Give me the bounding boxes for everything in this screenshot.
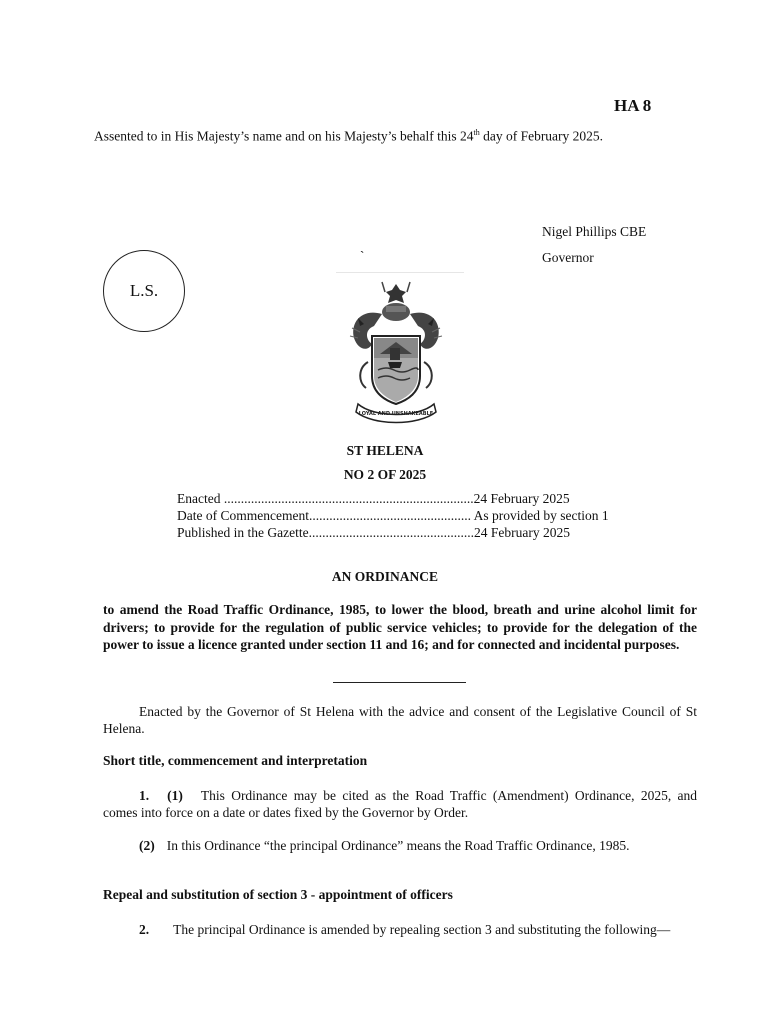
assent-superscript: th bbox=[473, 128, 480, 137]
detail-value: As provided by section 1 bbox=[473, 508, 609, 523]
signature-line bbox=[336, 272, 464, 273]
ordinance-number: NO 2 OF 2025 bbox=[343, 467, 427, 482]
detail-label: Date of Commencement bbox=[177, 508, 309, 523]
detail-row bbox=[177, 524, 609, 541]
detail-label: Enacted bbox=[177, 491, 224, 506]
section-number: 2. bbox=[139, 922, 150, 937]
section-text: In this Ordinance “the principal Ordinance” means the Road Traffic Ordinance, 1985. bbox=[166, 838, 630, 853]
document-code: HA 8 bbox=[614, 96, 652, 115]
section-number: 1. bbox=[139, 788, 150, 803]
enacting-text: Enacted by the Governor of St Helena with the advice and consent of the Legislative Council of St Helena. bbox=[103, 704, 697, 736]
detail-label: Published in the Gazette bbox=[177, 525, 309, 540]
detail-row bbox=[177, 490, 609, 507]
detail-value: 24 February 2025 bbox=[473, 525, 570, 540]
section-heading: Short title, commencement and interpretation bbox=[103, 753, 368, 768]
seal-label: L.S. bbox=[129, 281, 159, 300]
ordinance-heading: AN ORDINANCE bbox=[331, 569, 439, 584]
detail-value: 24 February 2025 bbox=[473, 491, 570, 506]
detail-row bbox=[177, 507, 609, 524]
governor-name: Nigel Phillips CBE bbox=[542, 224, 647, 239]
seal-circle bbox=[103, 250, 185, 332]
svg-text:LOYAL AND UNSHAKEABLE: LOYAL AND UNSHAKEABLE bbox=[358, 411, 434, 417]
section-text: This Ordinance may be cited as the Road Traffic (Amendment) Ordinance, 2025, and comes into force on a date or dates fixed by the Governor by Order. bbox=[103, 788, 697, 820]
territory-title: ST HELENA bbox=[346, 443, 424, 458]
detail-dots: ................................................ bbox=[308, 508, 474, 523]
section-1-1 bbox=[103, 787, 697, 821]
subsection-number: (1) bbox=[167, 788, 183, 803]
section-heading: Repeal and substitution of section 3 - appointment of officers bbox=[103, 887, 453, 902]
long-title: to amend the Road Traffic Ordinance, 1985, to lower the blood, breath and urine alcohol limit for drivers; to provide for the regulation of public service vehicles; to provide for the delegation of the power to issue a licence granted under section 11 and 16; and for connected and incidental purposes. bbox=[103, 602, 697, 652]
assent-text-end: day of February 2025. bbox=[479, 128, 604, 144]
detail-dots: ................................................. bbox=[308, 525, 474, 540]
subsection-number: (2) bbox=[139, 838, 155, 853]
section-text: The principal Ordinance is amended by repealing section 3 and substituting the following— bbox=[173, 922, 671, 937]
enacting-formula bbox=[103, 703, 697, 737]
assent-text: Assented to in His Majesty’s name and on his Majesty’s behalf this 24 bbox=[94, 128, 474, 144]
section-1-2 bbox=[103, 837, 697, 854]
coat-of-arms-icon bbox=[344, 278, 448, 428]
governor-title: Governor bbox=[542, 250, 594, 265]
detail-dots: .......................................................................... bbox=[223, 491, 474, 506]
signature-mark: ` bbox=[360, 248, 365, 263]
section-2 bbox=[103, 921, 697, 938]
divider bbox=[333, 682, 466, 683]
enactment-details bbox=[177, 490, 609, 541]
assent-line bbox=[94, 128, 603, 145]
